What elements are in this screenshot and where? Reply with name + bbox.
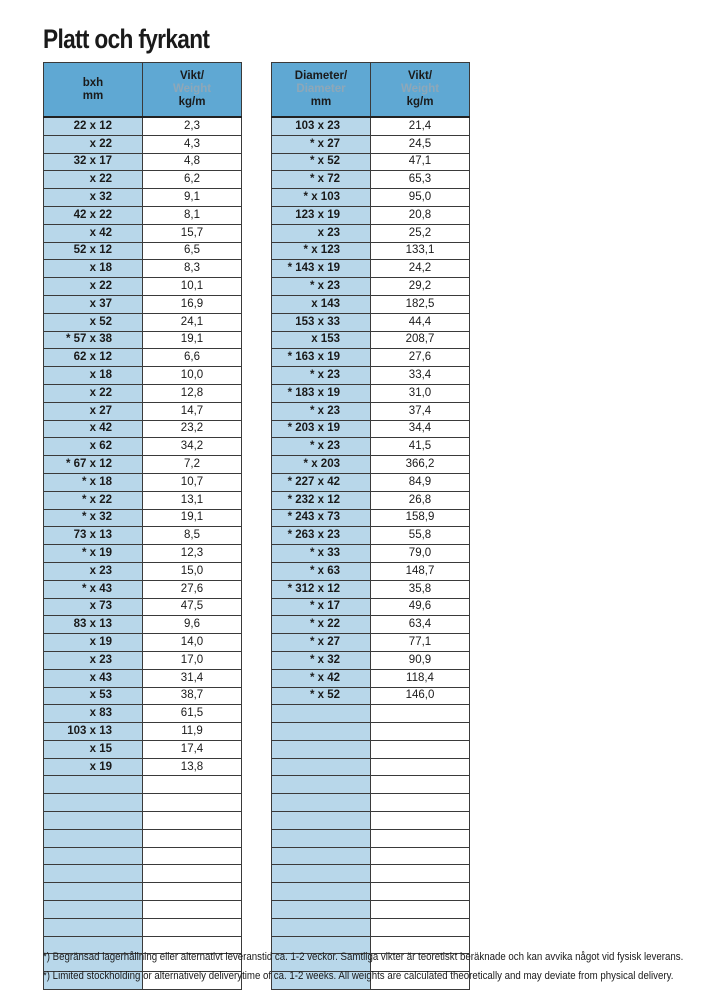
weight-cell: 61,5 bbox=[143, 705, 242, 723]
table-row bbox=[272, 331, 470, 349]
weight-cell: 9,1 bbox=[143, 189, 242, 207]
dimension-cell: * 67 x 12 bbox=[44, 456, 143, 474]
empty-table-row bbox=[44, 812, 242, 830]
header-label: bxh bbox=[82, 76, 104, 89]
table-row bbox=[44, 260, 242, 278]
dimension-cell: * 57 x 38 bbox=[44, 331, 143, 349]
table-row bbox=[44, 420, 242, 438]
dimension-cell: x 27 bbox=[44, 402, 143, 420]
table-row bbox=[44, 562, 242, 580]
dimension-cell bbox=[272, 901, 371, 919]
weight-cell: 12,3 bbox=[143, 545, 242, 563]
empty-table-row bbox=[272, 847, 470, 865]
weight-cell: 27,6 bbox=[371, 349, 470, 367]
dimension-cell: * x 23 bbox=[272, 402, 371, 420]
dimension-cell: 73 x 13 bbox=[44, 527, 143, 545]
dimension-cell: * x 18 bbox=[44, 473, 143, 491]
dimension-cell: * x 72 bbox=[272, 171, 371, 189]
table-header-row bbox=[44, 63, 242, 118]
weight-cell bbox=[371, 723, 470, 741]
weight-cell: 148,7 bbox=[371, 562, 470, 580]
weight-cell: 158,9 bbox=[371, 509, 470, 527]
weight-cell bbox=[371, 865, 470, 883]
dimension-cell: x 23 bbox=[44, 651, 143, 669]
weight-cell bbox=[371, 705, 470, 723]
dimension-cell: 32 x 17 bbox=[44, 153, 143, 171]
dimension-cell bbox=[272, 847, 371, 865]
weight-cell: 8,1 bbox=[143, 206, 242, 224]
table-row bbox=[272, 562, 470, 580]
table-row bbox=[272, 117, 470, 135]
weight-cell bbox=[143, 794, 242, 812]
dimension-cell: x 23 bbox=[272, 224, 371, 242]
weight-cell: 2,3 bbox=[143, 117, 242, 135]
empty-table-row bbox=[44, 829, 242, 847]
empty-table-row bbox=[44, 847, 242, 865]
empty-table-row bbox=[272, 829, 470, 847]
weight-cell: 27,6 bbox=[143, 580, 242, 598]
dimension-cell: 153 x 33 bbox=[272, 313, 371, 331]
dimension-cell: x 22 bbox=[44, 171, 143, 189]
weight-cell: 6,5 bbox=[143, 242, 242, 260]
dimension-cell: 103 x 13 bbox=[44, 723, 143, 741]
dimension-cell: * 203 x 19 bbox=[272, 420, 371, 438]
weight-cell: 49,6 bbox=[371, 598, 470, 616]
weight-cell: 14,7 bbox=[143, 402, 242, 420]
dimension-cell: * x 27 bbox=[272, 135, 371, 153]
weight-cell: 4,3 bbox=[143, 135, 242, 153]
empty-table-row bbox=[272, 794, 470, 812]
dimension-cell: x 19 bbox=[44, 758, 143, 776]
empty-table-row bbox=[44, 776, 242, 794]
table-row bbox=[44, 153, 242, 171]
weight-cell: 95,0 bbox=[371, 189, 470, 207]
table-header-row bbox=[272, 63, 470, 118]
dimension-cell bbox=[44, 776, 143, 794]
weight-cell: 24,5 bbox=[371, 135, 470, 153]
dimension-cell: x 52 bbox=[44, 313, 143, 331]
weight-cell bbox=[371, 918, 470, 936]
column-header-dimension bbox=[44, 63, 143, 118]
weight-cell bbox=[143, 812, 242, 830]
weight-cell: 19,1 bbox=[143, 509, 242, 527]
weight-cell: 133,1 bbox=[371, 242, 470, 260]
table-row bbox=[44, 438, 242, 456]
table-row bbox=[272, 260, 470, 278]
weight-cell bbox=[371, 829, 470, 847]
dimension-cell bbox=[272, 776, 371, 794]
table-row bbox=[272, 545, 470, 563]
dimension-cell bbox=[44, 865, 143, 883]
dimension-cell: * x 52 bbox=[272, 687, 371, 705]
header-label-english: Weight bbox=[400, 83, 440, 95]
dimension-cell bbox=[272, 758, 371, 776]
weight-cell bbox=[143, 865, 242, 883]
dimension-cell: x 62 bbox=[44, 438, 143, 456]
weight-cell: 44,4 bbox=[371, 313, 470, 331]
table-row bbox=[44, 473, 242, 491]
dimension-cell bbox=[272, 740, 371, 758]
table-row bbox=[44, 705, 242, 723]
weight-cell bbox=[143, 847, 242, 865]
dimension-cell: x 53 bbox=[44, 687, 143, 705]
weight-cell bbox=[371, 740, 470, 758]
table-row bbox=[272, 509, 470, 527]
table-row bbox=[272, 206, 470, 224]
table-row bbox=[272, 278, 470, 296]
dimension-cell: * x 33 bbox=[272, 545, 371, 563]
table-row bbox=[44, 509, 242, 527]
column-header-weight bbox=[371, 63, 470, 118]
table-row bbox=[44, 313, 242, 331]
weight-cell: 29,2 bbox=[371, 278, 470, 296]
table-row bbox=[272, 224, 470, 242]
weight-cell bbox=[143, 918, 242, 936]
dimension-cell: x 153 bbox=[272, 331, 371, 349]
dimension-cell bbox=[272, 705, 371, 723]
footnote-swedish: *) Begränsad lagerhållning eller alternativt leveranstid ca. 1-2 veckor. Samtliga vikter är teoretiskt beräknade och kan avvika något vid fysisk leverans. bbox=[43, 951, 684, 963]
table-row bbox=[272, 687, 470, 705]
dimension-cell bbox=[272, 812, 371, 830]
header-label: Diameter/ bbox=[294, 70, 348, 82]
empty-table-row bbox=[272, 723, 470, 741]
empty-table-row bbox=[44, 794, 242, 812]
weight-cell bbox=[371, 883, 470, 901]
weight-cell: 13,8 bbox=[143, 758, 242, 776]
dimension-cell bbox=[44, 847, 143, 865]
dimension-cell bbox=[44, 901, 143, 919]
dimension-cell: * 243 x 73 bbox=[272, 509, 371, 527]
weight-cell: 47,5 bbox=[143, 598, 242, 616]
table-row bbox=[272, 189, 470, 207]
header-unit: mm bbox=[310, 96, 332, 108]
table-row bbox=[272, 402, 470, 420]
table-row bbox=[272, 420, 470, 438]
empty-table-row bbox=[272, 740, 470, 758]
dimension-cell: x 37 bbox=[44, 295, 143, 313]
table-row bbox=[44, 651, 242, 669]
table-row bbox=[44, 349, 242, 367]
weight-cell: 24,1 bbox=[143, 313, 242, 331]
header-label: Vikt/ bbox=[407, 70, 433, 82]
dimension-cell: * 163 x 19 bbox=[272, 349, 371, 367]
dimension-cell bbox=[44, 883, 143, 901]
dimension-cell: x 23 bbox=[44, 562, 143, 580]
header-unit: mm bbox=[82, 89, 104, 102]
weight-cell: 19,1 bbox=[143, 331, 242, 349]
dimension-cell: * x 203 bbox=[272, 456, 371, 474]
weight-cell: 17,4 bbox=[143, 740, 242, 758]
dimension-cell: 103 x 23 bbox=[272, 117, 371, 135]
dimension-cell: * x 43 bbox=[44, 580, 143, 598]
empty-table-row bbox=[272, 865, 470, 883]
table-row bbox=[44, 206, 242, 224]
table-row bbox=[272, 153, 470, 171]
diameter-table bbox=[271, 62, 470, 990]
weight-cell: 24,2 bbox=[371, 260, 470, 278]
table-row bbox=[44, 402, 242, 420]
weight-cell: 15,7 bbox=[143, 224, 242, 242]
dimension-cell: x 22 bbox=[44, 278, 143, 296]
empty-table-row bbox=[272, 901, 470, 919]
weight-cell: 13,1 bbox=[143, 491, 242, 509]
dimension-cell: x 43 bbox=[44, 669, 143, 687]
weight-cell bbox=[371, 901, 470, 919]
dimension-cell: * x 23 bbox=[272, 278, 371, 296]
empty-table-row bbox=[272, 705, 470, 723]
weight-cell bbox=[143, 776, 242, 794]
weight-cell bbox=[143, 883, 242, 901]
table-row bbox=[272, 616, 470, 634]
empty-table-row bbox=[272, 812, 470, 830]
table-row bbox=[272, 651, 470, 669]
empty-table-row bbox=[272, 918, 470, 936]
table-row bbox=[44, 598, 242, 616]
weight-cell: 182,5 bbox=[371, 295, 470, 313]
empty-table-row bbox=[272, 758, 470, 776]
header-label-english: Diameter bbox=[296, 83, 346, 95]
table-row bbox=[272, 438, 470, 456]
table-row bbox=[44, 189, 242, 207]
dimension-cell: * x 22 bbox=[272, 616, 371, 634]
table-row bbox=[44, 456, 242, 474]
weight-cell: 84,9 bbox=[371, 473, 470, 491]
dimension-cell bbox=[272, 918, 371, 936]
dimension-cell: * 227 x 42 bbox=[272, 473, 371, 491]
dimension-cell bbox=[272, 883, 371, 901]
table-row bbox=[44, 616, 242, 634]
dimension-cell: 52 x 12 bbox=[44, 242, 143, 260]
dimension-cell: x 42 bbox=[44, 420, 143, 438]
dimension-cell: * 263 x 23 bbox=[272, 527, 371, 545]
weight-cell: 8,5 bbox=[143, 527, 242, 545]
weight-cell: 10,1 bbox=[143, 278, 242, 296]
dimension-cell: 123 x 19 bbox=[272, 206, 371, 224]
weight-cell: 25,2 bbox=[371, 224, 470, 242]
empty-table-row bbox=[44, 865, 242, 883]
dimension-cell bbox=[272, 829, 371, 847]
dimension-cell: * x 22 bbox=[44, 491, 143, 509]
table-row bbox=[44, 384, 242, 402]
dimension-cell bbox=[44, 829, 143, 847]
weight-cell bbox=[143, 829, 242, 847]
dimension-cell: 83 x 13 bbox=[44, 616, 143, 634]
weight-cell bbox=[143, 901, 242, 919]
header-unit: kg/m bbox=[178, 96, 206, 108]
table-row bbox=[44, 545, 242, 563]
dimension-cell: 42 x 22 bbox=[44, 206, 143, 224]
dimension-cell: x 18 bbox=[44, 260, 143, 278]
dimension-cell: * x 123 bbox=[272, 242, 371, 260]
weight-cell: 38,7 bbox=[143, 687, 242, 705]
table-row bbox=[272, 527, 470, 545]
table-row bbox=[272, 669, 470, 687]
weight-cell: 31,4 bbox=[143, 669, 242, 687]
table-row bbox=[272, 349, 470, 367]
dimension-cell: * x 27 bbox=[272, 634, 371, 652]
table-row bbox=[44, 367, 242, 385]
weight-cell: 21,4 bbox=[371, 117, 470, 135]
dimension-cell bbox=[272, 865, 371, 883]
dimension-cell bbox=[44, 812, 143, 830]
empty-table-row bbox=[44, 918, 242, 936]
dimension-cell: * x 32 bbox=[272, 651, 371, 669]
weight-cell: 33,4 bbox=[371, 367, 470, 385]
weight-cell: 34,4 bbox=[371, 420, 470, 438]
table-row bbox=[272, 634, 470, 652]
weight-cell: 16,9 bbox=[143, 295, 242, 313]
dimension-cell: x 73 bbox=[44, 598, 143, 616]
dimension-cell: * x 32 bbox=[44, 509, 143, 527]
table-row bbox=[44, 331, 242, 349]
weight-cell: 10,0 bbox=[143, 367, 242, 385]
table-row bbox=[44, 224, 242, 242]
dimension-cell bbox=[272, 723, 371, 741]
empty-table-row bbox=[44, 883, 242, 901]
weight-cell: 4,8 bbox=[143, 153, 242, 171]
weight-cell bbox=[371, 794, 470, 812]
table-row bbox=[44, 135, 242, 153]
dimension-cell: * x 23 bbox=[272, 367, 371, 385]
weight-cell: 65,3 bbox=[371, 171, 470, 189]
header-unit: kg/m bbox=[406, 96, 434, 108]
page-title: Platt och fyrkant bbox=[43, 24, 210, 54]
table-row bbox=[272, 456, 470, 474]
weight-cell: 12,8 bbox=[143, 384, 242, 402]
dimension-cell: * x 103 bbox=[272, 189, 371, 207]
dimension-cell: 62 x 12 bbox=[44, 349, 143, 367]
dimension-cell: x 15 bbox=[44, 740, 143, 758]
table-row bbox=[272, 313, 470, 331]
table-row bbox=[272, 295, 470, 313]
weight-cell bbox=[371, 758, 470, 776]
weight-cell: 15,0 bbox=[143, 562, 242, 580]
weight-cell: 6,2 bbox=[143, 171, 242, 189]
weight-cell: 23,2 bbox=[143, 420, 242, 438]
empty-table-row bbox=[44, 901, 242, 919]
weight-cell: 20,8 bbox=[371, 206, 470, 224]
table-row bbox=[44, 669, 242, 687]
weight-cell: 6,6 bbox=[143, 349, 242, 367]
dimension-cell: * x 42 bbox=[272, 669, 371, 687]
table-row bbox=[272, 491, 470, 509]
weight-cell: 8,3 bbox=[143, 260, 242, 278]
table-row bbox=[272, 242, 470, 260]
table-row bbox=[272, 367, 470, 385]
dimension-cell: x 42 bbox=[44, 224, 143, 242]
dimension-cell: * x 17 bbox=[272, 598, 371, 616]
weight-cell: 55,8 bbox=[371, 527, 470, 545]
table-row bbox=[272, 384, 470, 402]
weight-cell: 41,5 bbox=[371, 438, 470, 456]
table-row bbox=[44, 171, 242, 189]
dimension-cell: * 232 x 12 bbox=[272, 491, 371, 509]
dimension-cell: x 22 bbox=[44, 135, 143, 153]
weight-cell: 77,1 bbox=[371, 634, 470, 652]
table-row bbox=[44, 740, 242, 758]
weight-cell: 90,9 bbox=[371, 651, 470, 669]
table-row bbox=[44, 527, 242, 545]
weight-cell: 37,4 bbox=[371, 402, 470, 420]
weight-cell: 118,4 bbox=[371, 669, 470, 687]
weight-cell: 47,1 bbox=[371, 153, 470, 171]
empty-table-row bbox=[272, 776, 470, 794]
table-row bbox=[272, 580, 470, 598]
table-row bbox=[44, 491, 242, 509]
weight-cell: 9,6 bbox=[143, 616, 242, 634]
weight-cell: 35,8 bbox=[371, 580, 470, 598]
dimension-cell bbox=[272, 794, 371, 812]
weight-cell: 208,7 bbox=[371, 331, 470, 349]
weight-cell bbox=[371, 812, 470, 830]
dimension-cell: x 19 bbox=[44, 634, 143, 652]
table-row bbox=[44, 117, 242, 135]
column-header-diameter bbox=[272, 63, 371, 118]
dimension-cell: * x 19 bbox=[44, 545, 143, 563]
weight-cell: 10,7 bbox=[143, 473, 242, 491]
weight-cell: 7,2 bbox=[143, 456, 242, 474]
dimension-cell: * 183 x 19 bbox=[272, 384, 371, 402]
empty-table-row bbox=[272, 883, 470, 901]
table-row bbox=[44, 634, 242, 652]
weight-cell: 366,2 bbox=[371, 456, 470, 474]
table-row bbox=[44, 723, 242, 741]
table-row bbox=[44, 295, 242, 313]
weight-cell: 79,0 bbox=[371, 545, 470, 563]
dimension-cell bbox=[44, 794, 143, 812]
column-header-weight bbox=[143, 63, 242, 118]
dimension-cell bbox=[44, 918, 143, 936]
weight-cell: 14,0 bbox=[143, 634, 242, 652]
table-row bbox=[44, 758, 242, 776]
dimension-cell: x 143 bbox=[272, 295, 371, 313]
weight-cell bbox=[371, 847, 470, 865]
dimension-cell: x 32 bbox=[44, 189, 143, 207]
dimension-cell: * 143 x 19 bbox=[272, 260, 371, 278]
flat-bar-table bbox=[43, 62, 242, 990]
weight-cell: 26,8 bbox=[371, 491, 470, 509]
header-label: Vikt/ bbox=[179, 70, 205, 82]
weight-cell bbox=[371, 776, 470, 794]
table-row bbox=[44, 687, 242, 705]
table-row bbox=[272, 171, 470, 189]
dimension-cell: * 312 x 12 bbox=[272, 580, 371, 598]
table-row bbox=[272, 135, 470, 153]
weight-cell: 63,4 bbox=[371, 616, 470, 634]
weight-cell: 11,9 bbox=[143, 723, 242, 741]
weight-cell: 146,0 bbox=[371, 687, 470, 705]
dimension-cell: 22 x 12 bbox=[44, 117, 143, 135]
dimension-cell: x 18 bbox=[44, 367, 143, 385]
table-row bbox=[44, 580, 242, 598]
dimension-cell: * x 52 bbox=[272, 153, 371, 171]
footnote-english: *) Limited stockholding or alternatively deliverytime of ca. 1-2 weeks. All weights are calculated theoretically and may deviate from physical delivery. bbox=[43, 970, 674, 982]
dimension-cell: x 22 bbox=[44, 384, 143, 402]
dimension-cell: * x 23 bbox=[272, 438, 371, 456]
weight-cell: 31,0 bbox=[371, 384, 470, 402]
dimension-cell: * x 63 bbox=[272, 562, 371, 580]
dimension-cell: x 83 bbox=[44, 705, 143, 723]
table-row bbox=[44, 242, 242, 260]
weight-cell: 34,2 bbox=[143, 438, 242, 456]
table-row bbox=[44, 278, 242, 296]
weight-cell: 17,0 bbox=[143, 651, 242, 669]
header-label-english: Weight bbox=[172, 83, 212, 95]
table-row bbox=[272, 473, 470, 491]
table-row bbox=[272, 598, 470, 616]
